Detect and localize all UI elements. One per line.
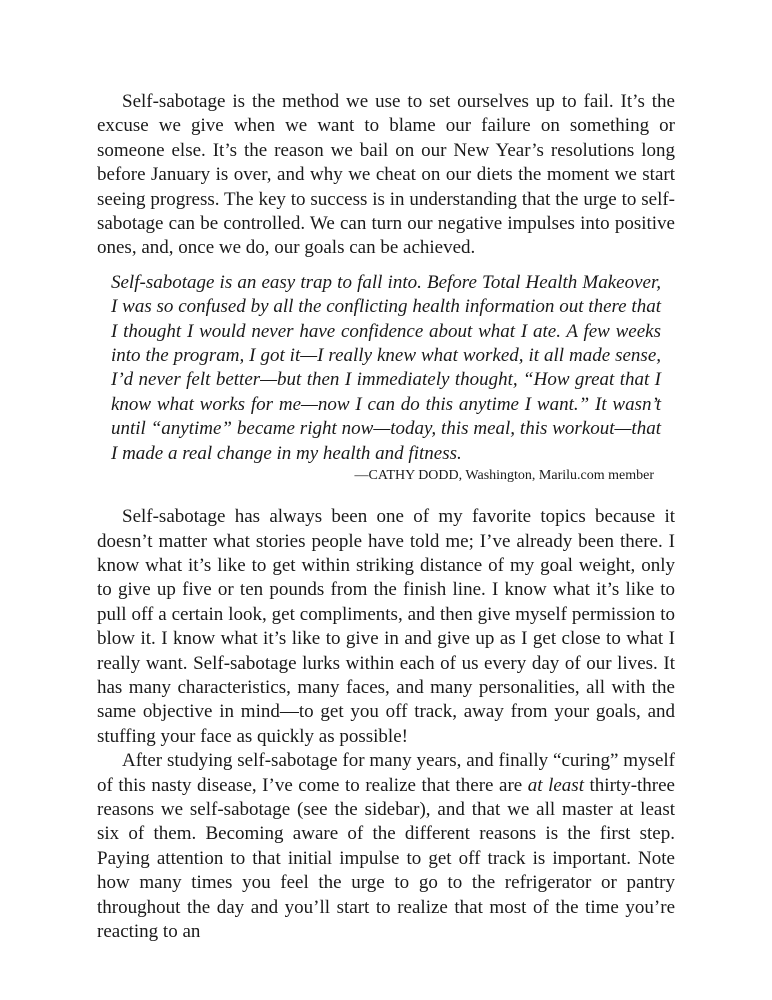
paragraph-text-part-2: thirty-three reasons we self-sabotage (see the sidebar), and that we all master at least six of them. Becoming aware of the different reasons is the first step. Paying attention to that initial impulse to get off track is important. Note how many times you feel the urge to go to the refrigerator or pantry throughout the day and you’ll start to realize that most of the time you’re reacting to an xyxy=(97,774,675,942)
paragraph-intro: Self-sabotage is the method we use to set ourselves up to fail. It’s the excuse we give when we want to blame our failure on something or someone else. It’s the reason we bail on our New Year’s resolutions long before January is over, and why we cheat on our diets the moment we start seeing progress. The key to success is in understanding that the urge to self-sabotage can be controlled. We can turn our negative impulses into positive ones, and, once we do, our goals can be achieved. xyxy=(97,91,675,259)
paragraph-favorite-topics: Self-sabotage has always been one of my favorite topics because it doesn’t matter what stories people have told me; I’ve already been there. I know what it’s like to get within striking distance of my goal weight, only to give up five or ten pounds from the finish line. I know what it’s like to pull off a certain look, get compliments, and then give myself permission to blow it. I know what it’s like to give in and give up as I get close to what I really want. Self-sabotage lurks within each of us every day of our lives. It has many characteristics, many faces, and many personalities, all with the same objective in mind—to get you off track, away from your goals, and stuffing your face as quickly as possible! xyxy=(97,506,675,747)
paragraph-text-part-1: After studying self-sabotage for many years, and finally “curing” myself of this nasty disease, I’ve come to realize that there are xyxy=(97,750,675,796)
quote-attribution: —CATHY DODD, Washington, Marilu.com member xyxy=(354,468,654,484)
paragraph-thirty-three-reasons xyxy=(97,749,675,944)
page-body xyxy=(97,90,675,944)
emphasis-at-least: at least xyxy=(527,774,584,796)
quote-text: Self-sabotage is an easy trap to fall into. Before Total Health Makeover, I was so confused by all the conflicting health information out there that I thought I would never have confidence about what I ate. A few weeks into the program, I got it—I really knew what worked, it all made sense, I’d never felt better—but then I immediately thought, “How great that I know what works for me—now I can do this anytime I want.” It wasn’t until “anytime” became right now—today, this meal, this workout—that I made a real change in my health and fitness. xyxy=(111,271,661,464)
testimonial-quote xyxy=(111,271,661,485)
